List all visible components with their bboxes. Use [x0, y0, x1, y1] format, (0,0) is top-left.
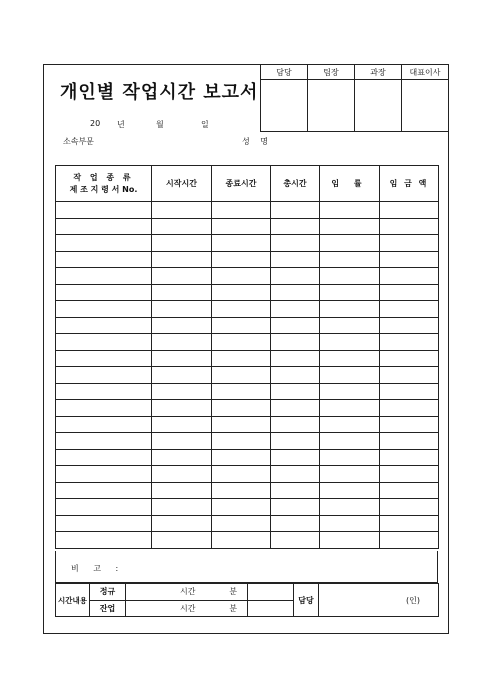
- table-cell[interactable]: [212, 317, 271, 334]
- sign-cell[interactable]: [261, 80, 308, 132]
- table-cell[interactable]: [320, 268, 380, 285]
- regular-hours-value[interactable]: [126, 584, 196, 601]
- table-cell[interactable]: [271, 383, 320, 400]
- table-cell[interactable]: [152, 268, 212, 285]
- table-cell[interactable]: [320, 433, 380, 450]
- table-row: [56, 251, 439, 268]
- table-cell[interactable]: [56, 532, 152, 549]
- table-cell[interactable]: [212, 284, 271, 301]
- table-row: [56, 383, 439, 400]
- table-cell[interactable]: [212, 499, 271, 516]
- table-cell[interactable]: [320, 499, 380, 516]
- table-cell[interactable]: [320, 449, 380, 466]
- work-time-table: [55, 165, 439, 549]
- overtime-minutes-value[interactable]: [196, 600, 248, 617]
- table-cell[interactable]: [56, 367, 152, 384]
- table-row: [56, 482, 439, 499]
- table-cell[interactable]: [56, 449, 152, 466]
- table-cell[interactable]: [271, 301, 320, 318]
- table-cell[interactable]: [152, 383, 212, 400]
- table-cell[interactable]: [212, 466, 271, 483]
- table-row: [56, 532, 439, 549]
- form-title: 개인별 작업시간 보고서: [60, 82, 259, 103]
- table-row: [56, 433, 439, 450]
- header-work-type-line1: 작 업 종 류: [73, 172, 134, 182]
- table-cell[interactable]: [212, 350, 271, 367]
- table-cell[interactable]: [152, 466, 212, 483]
- table-cell[interactable]: [380, 367, 439, 384]
- table-cell[interactable]: [271, 532, 320, 549]
- sign-cell[interactable]: [355, 80, 402, 132]
- table-cell[interactable]: [380, 466, 439, 483]
- table-cell[interactable]: [56, 350, 152, 367]
- table-cell[interactable]: [320, 317, 380, 334]
- spacer-cell: [248, 584, 294, 601]
- table-cell[interactable]: [271, 202, 320, 219]
- time-summary-table: [55, 583, 439, 617]
- overtime-hour-unit: 시간: [180, 603, 196, 613]
- table-cell[interactable]: [56, 499, 152, 516]
- table-cell[interactable]: [56, 218, 152, 235]
- table-cell[interactable]: [56, 383, 152, 400]
- table-cell[interactable]: [152, 400, 212, 417]
- date-month-unit: 월: [156, 120, 164, 129]
- table-row: [56, 449, 439, 466]
- table-cell[interactable]: [56, 202, 152, 219]
- table-cell[interactable]: [320, 400, 380, 417]
- remarks-box[interactable]: [55, 551, 438, 583]
- table-cell[interactable]: [212, 334, 271, 351]
- table-cell[interactable]: [56, 284, 152, 301]
- table-cell[interactable]: [320, 202, 380, 219]
- table-cell[interactable]: [271, 416, 320, 433]
- table-cell[interactable]: [320, 515, 380, 532]
- table-cell[interactable]: [320, 482, 380, 499]
- name-label: 성 명: [242, 137, 272, 146]
- table-cell[interactable]: [56, 400, 152, 417]
- table-cell[interactable]: [380, 334, 439, 351]
- overtime-hours-value[interactable]: [126, 600, 196, 617]
- date-year: 20: [90, 119, 101, 128]
- table-cell[interactable]: [320, 367, 380, 384]
- table-cell[interactable]: [380, 317, 439, 334]
- approval-staff: 담당: [261, 65, 308, 80]
- table-cell[interactable]: [212, 515, 271, 532]
- table-cell[interactable]: [56, 251, 152, 268]
- table-cell[interactable]: [320, 251, 380, 268]
- table-row: [56, 218, 439, 235]
- table-cell[interactable]: [380, 416, 439, 433]
- table-row: [56, 499, 439, 516]
- header-work-type-line2: 제 조 지 령 서 No.: [69, 184, 138, 194]
- regular-label: 정규: [90, 584, 126, 601]
- table-cell[interactable]: [212, 367, 271, 384]
- table-cell[interactable]: [212, 251, 271, 268]
- table-cell[interactable]: [152, 515, 212, 532]
- overtime-label: 잔업: [90, 600, 126, 617]
- header-end-time: 종료시간: [212, 166, 271, 202]
- table-cell[interactable]: [320, 235, 380, 252]
- table-cell[interactable]: [152, 433, 212, 450]
- table-cell[interactable]: [212, 268, 271, 285]
- table-cell[interactable]: [152, 350, 212, 367]
- table-cell[interactable]: [56, 268, 152, 285]
- table-row: [56, 235, 439, 252]
- table-cell[interactable]: [320, 218, 380, 235]
- table-cell[interactable]: [152, 284, 212, 301]
- table-cell[interactable]: [380, 532, 439, 549]
- header-total-time: 총시간: [271, 166, 320, 202]
- table-cell[interactable]: [56, 482, 152, 499]
- header-wage-rate: 임 률: [320, 166, 380, 202]
- table-cell[interactable]: [320, 383, 380, 400]
- table-cell[interactable]: [271, 400, 320, 417]
- table-cell[interactable]: [152, 334, 212, 351]
- regular-hour-unit: 시간: [180, 587, 196, 597]
- table-row: [56, 317, 439, 334]
- table-cell[interactable]: [212, 383, 271, 400]
- sign-cell[interactable]: [402, 80, 449, 132]
- table-cell[interactable]: [212, 449, 271, 466]
- table-cell[interactable]: [152, 317, 212, 334]
- table-cell[interactable]: [271, 268, 320, 285]
- table-cell[interactable]: [56, 317, 152, 334]
- table-cell[interactable]: [56, 515, 152, 532]
- table-cell[interactable]: [271, 317, 320, 334]
- table-row: [56, 301, 439, 318]
- table-cell[interactable]: [212, 202, 271, 219]
- table-cell[interactable]: [380, 235, 439, 252]
- table-cell[interactable]: [212, 482, 271, 499]
- table-cell[interactable]: [212, 416, 271, 433]
- table-cell[interactable]: [380, 383, 439, 400]
- approval-team-lead: 팀장: [308, 65, 355, 80]
- table-row: [56, 268, 439, 285]
- approval-section-chief: 과장: [355, 65, 402, 80]
- table-cell[interactable]: [380, 284, 439, 301]
- table-cell[interactable]: [380, 301, 439, 318]
- table-cell[interactable]: [320, 532, 380, 549]
- approval-box: [260, 64, 449, 132]
- seal-mark: (인): [406, 595, 420, 605]
- table-cell[interactable]: [380, 482, 439, 499]
- table-cell[interactable]: [212, 235, 271, 252]
- table-cell[interactable]: [320, 466, 380, 483]
- table-row: [56, 400, 439, 417]
- table-cell[interactable]: [152, 416, 212, 433]
- table-cell[interactable]: [380, 449, 439, 466]
- table-cell[interactable]: [152, 218, 212, 235]
- table-cell[interactable]: [271, 515, 320, 532]
- manager-label: 담당: [294, 584, 319, 617]
- table-cell[interactable]: [271, 235, 320, 252]
- table-cell[interactable]: [152, 482, 212, 499]
- table-cell[interactable]: [271, 449, 320, 466]
- table-cell[interactable]: [212, 301, 271, 318]
- table-cell[interactable]: [380, 499, 439, 516]
- table-row: [56, 284, 439, 301]
- dept-label: 소속부문: [63, 137, 94, 146]
- table-cell[interactable]: [271, 334, 320, 351]
- table-row: [56, 202, 439, 219]
- table-cell[interactable]: [271, 284, 320, 301]
- table-cell[interactable]: [56, 334, 152, 351]
- table-cell[interactable]: [152, 499, 212, 516]
- table-row: [56, 334, 439, 351]
- table-body: [56, 202, 439, 549]
- regular-minute-unit: 분: [229, 587, 237, 597]
- table-row: [56, 466, 439, 483]
- time-content-label: 시간내용: [56, 584, 90, 617]
- table-cell[interactable]: [152, 367, 212, 384]
- table-cell[interactable]: [152, 449, 212, 466]
- table-cell[interactable]: [152, 202, 212, 219]
- approval-ceo: 대표이사: [402, 65, 449, 80]
- table-cell[interactable]: [271, 251, 320, 268]
- table-row: [56, 515, 439, 532]
- table-cell[interactable]: [271, 433, 320, 450]
- table-row: [56, 367, 439, 384]
- table-cell[interactable]: [380, 251, 439, 268]
- table-cell[interactable]: [56, 433, 152, 450]
- table-cell[interactable]: [56, 466, 152, 483]
- table-cell[interactable]: [212, 433, 271, 450]
- table-cell[interactable]: [380, 515, 439, 532]
- header-work-type: [56, 166, 152, 202]
- table-cell[interactable]: [56, 416, 152, 433]
- table-cell[interactable]: [320, 301, 380, 318]
- table-row: [56, 350, 439, 367]
- table-cell[interactable]: [380, 268, 439, 285]
- table-cell[interactable]: [271, 466, 320, 483]
- table-cell[interactable]: [152, 532, 212, 549]
- table-cell[interactable]: [320, 416, 380, 433]
- date-year-unit: 년: [117, 120, 125, 129]
- header-wage-amount: 임 금 액: [380, 166, 439, 202]
- overtime-minute-unit: 분: [229, 603, 237, 613]
- table-cell[interactable]: [56, 301, 152, 318]
- table-cell[interactable]: [271, 350, 320, 367]
- header-start-time: 시작시간: [152, 166, 212, 202]
- table-cell[interactable]: [320, 284, 380, 301]
- remarks-label: 비 고 :: [71, 564, 125, 573]
- table-cell[interactable]: [320, 350, 380, 367]
- table-cell[interactable]: [380, 202, 439, 219]
- table-cell[interactable]: [320, 334, 380, 351]
- table-cell[interactable]: [271, 482, 320, 499]
- table-cell[interactable]: [271, 499, 320, 516]
- table-row: [56, 416, 439, 433]
- table-cell[interactable]: [380, 400, 439, 417]
- table-cell[interactable]: [271, 367, 320, 384]
- table-cell[interactable]: [380, 218, 439, 235]
- table-cell[interactable]: [380, 350, 439, 367]
- table-cell[interactable]: [152, 251, 212, 268]
- table-cell[interactable]: [56, 235, 152, 252]
- regular-minutes-value[interactable]: [196, 584, 248, 601]
- table-cell[interactable]: [152, 235, 212, 252]
- table-cell[interactable]: [380, 433, 439, 450]
- table-cell[interactable]: [212, 400, 271, 417]
- manager-seal-cell[interactable]: [319, 584, 439, 617]
- spacer-cell: [248, 600, 294, 617]
- table-cell[interactable]: [212, 532, 271, 549]
- table-cell[interactable]: [212, 218, 271, 235]
- table-cell[interactable]: [152, 301, 212, 318]
- date-day-unit: 일: [201, 120, 209, 129]
- sign-cell[interactable]: [308, 80, 355, 132]
- table-cell[interactable]: [271, 218, 320, 235]
